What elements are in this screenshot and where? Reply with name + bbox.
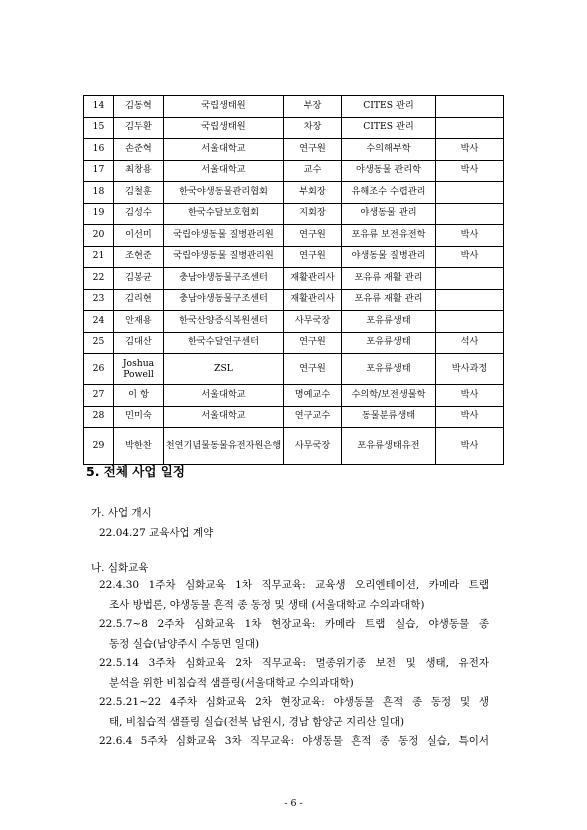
cell-org: 서울대학교 xyxy=(164,406,284,428)
cell-degree xyxy=(436,182,504,204)
cell-org: 국립야생동물 질병관리원 xyxy=(164,225,284,247)
cell-org: 서울대학교 xyxy=(164,139,284,161)
cell-no: 19 xyxy=(84,203,114,225)
cell-name: 김대산 xyxy=(114,332,164,354)
cell-name: 민미숙 xyxy=(114,406,164,428)
cell-title: 명예교수 xyxy=(284,385,342,407)
schedule-item-1-line-1: 22.4.30 1주차 심화교육 1차 직무교육: 교육생 오리엔테이션, 카메라 트랩 xyxy=(99,579,489,591)
cell-field: 수의해부학 xyxy=(342,139,436,161)
cell-no: 24 xyxy=(84,311,114,333)
cell-org: 국립생태원 xyxy=(164,96,284,118)
cell-field: 유해조수 수렵관리 xyxy=(342,182,436,204)
cell-field: 동물분류생태 xyxy=(342,406,436,428)
cell-no: 18 xyxy=(84,182,114,204)
cell-degree: 박사 xyxy=(436,160,504,182)
cell-degree: 박사과정 xyxy=(436,354,504,385)
cell-name: 김두환 xyxy=(114,117,164,139)
cell-degree xyxy=(436,311,504,333)
cell-field: 수의학/보전생물학 xyxy=(342,385,436,407)
cell-org: 서울대학교 xyxy=(164,160,284,182)
cell-field: CITES 관리 xyxy=(342,117,436,139)
cell-degree: 박사 xyxy=(436,385,504,407)
cell-title: 재활관리사 xyxy=(284,268,342,290)
table-row xyxy=(84,203,504,225)
cell-title: 차장 xyxy=(284,117,342,139)
cell-no: 15 xyxy=(84,117,114,139)
cell-org: ZSL xyxy=(164,354,284,385)
cell-name: 이 항 xyxy=(114,385,164,407)
cell-no: 16 xyxy=(84,139,114,161)
cell-field: 야생동물 관리학 xyxy=(342,160,436,182)
cell-degree: 박사 xyxy=(436,225,504,247)
table-row xyxy=(84,354,504,385)
cell-title: 사무국장 xyxy=(284,428,342,465)
cell-name: 조현준 xyxy=(114,246,164,268)
cell-no: 26 xyxy=(84,354,114,385)
table-row xyxy=(84,332,504,354)
cell-title: 지회장 xyxy=(284,203,342,225)
cell-title: 연구원 xyxy=(284,354,342,385)
schedule-item-4-line-2: 태, 비침습적 샘플링 실습(전북 남원시, 경남 함양군 지리산 일대) xyxy=(109,715,405,728)
cell-field: 포유류생태유전 xyxy=(342,428,436,465)
cell-name: Joshua Powell xyxy=(114,354,164,385)
cell-name: 이선미 xyxy=(114,225,164,247)
cell-org: 국립생태원 xyxy=(164,117,284,139)
schedule-list xyxy=(99,576,489,752)
schedule-item-1-line-2: 조사 방법론, 야생동물 흔적 종 동정 및 생태 (서울대학교 수의과대학) xyxy=(109,598,425,611)
cell-title: 연구원 xyxy=(284,139,342,161)
cell-org: 서울대학교 xyxy=(164,385,284,407)
table-row xyxy=(84,385,504,407)
cell-name: 김리현 xyxy=(114,289,164,311)
cell-org: 한국산양증식복원센터 xyxy=(164,311,284,333)
table-row xyxy=(84,406,504,428)
cell-degree xyxy=(436,289,504,311)
cell-no: 27 xyxy=(84,385,114,407)
table-row xyxy=(84,311,504,333)
cell-field: 포유류생태 xyxy=(342,354,436,385)
cell-no: 17 xyxy=(84,160,114,182)
cell-org: 충남야생동물구조센터 xyxy=(164,289,284,311)
cell-degree xyxy=(436,96,504,118)
cell-name: 김성수 xyxy=(114,203,164,225)
cell-degree: 박사 xyxy=(436,246,504,268)
cell-field: 야생동물 관리 xyxy=(342,203,436,225)
section-title: 5. 전체 사업 일정 xyxy=(86,464,185,479)
cell-org: 한국수달연구센터 xyxy=(164,332,284,354)
cell-no: 23 xyxy=(84,289,114,311)
members-table xyxy=(83,95,504,465)
table-row xyxy=(84,96,504,118)
table-row xyxy=(84,246,504,268)
cell-org: 충남야생동물구조센터 xyxy=(164,268,284,290)
cell-field: 포유류 재활 관리 xyxy=(342,289,436,311)
cell-org: 한국야생동물관리협회 xyxy=(164,182,284,204)
cell-no: 25 xyxy=(84,332,114,354)
table-row xyxy=(84,117,504,139)
cell-degree: 박사 xyxy=(436,139,504,161)
schedule-item-5-line-1: 22.6.4 5주차 심화교육 3차 직무교육: 야생동물 흔적 종 동정 실습, 특이서 xyxy=(99,735,489,747)
table-row xyxy=(84,289,504,311)
table-row xyxy=(84,182,504,204)
cell-no: 28 xyxy=(84,406,114,428)
cell-title: 연구교수 xyxy=(284,406,342,428)
cell-name: 손준혁 xyxy=(114,139,164,161)
cell-no: 14 xyxy=(84,96,114,118)
cell-name: 최창용 xyxy=(114,160,164,182)
cell-no: 29 xyxy=(84,428,114,465)
cell-degree: 석사 xyxy=(436,332,504,354)
subsection-heading-na: 나. 심화교육 xyxy=(91,562,149,574)
cell-title: 연구원 xyxy=(284,225,342,247)
schedule-item-2-line-1: 22.5.7~8 2주차 심화교육 1차 현장교육: 카메라 트랩 실습, 야생동물 종 xyxy=(99,618,489,630)
schedule-item-4-line-1: 22.5.21~22 4주차 심화교육 2차 현장교육: 야생동물 흔적 종 동정 및 생 xyxy=(99,696,489,708)
schedule-item-3-line-2: 분석을 위한 비침습적 샘플링(서울대학교 수의과대학) xyxy=(109,676,354,689)
cell-title: 재활관리사 xyxy=(284,289,342,311)
table-row xyxy=(84,139,504,161)
contract-line: 22.04.27 교육사업 계약 xyxy=(99,527,214,539)
cell-field: CITES 관리 xyxy=(342,96,436,118)
cell-name: 박한찬 xyxy=(114,428,164,465)
schedule-item-3-line-1: 22.5.14 3주차 심화교육 2차 직무교육: 멸종위기종 보전 및 생태, 유전자 xyxy=(99,657,489,669)
cell-name: 김봉균 xyxy=(114,268,164,290)
subsection-heading-ga: 가. 사업 개시 xyxy=(91,507,152,519)
cell-no: 20 xyxy=(84,225,114,247)
cell-org: 한국수달보호협회 xyxy=(164,203,284,225)
cell-name: 김동혁 xyxy=(114,96,164,118)
cell-degree: 박사 xyxy=(436,406,504,428)
cell-degree xyxy=(436,117,504,139)
cell-field: 포유류생태 xyxy=(342,311,436,333)
cell-org: 국립야생동물 질병관리원 xyxy=(164,246,284,268)
table-row xyxy=(84,225,504,247)
cell-title: 연구원 xyxy=(284,246,342,268)
cell-no: 21 xyxy=(84,246,114,268)
cell-name: 김철훈 xyxy=(114,182,164,204)
cell-field: 포유류생태 xyxy=(342,332,436,354)
members-table-body xyxy=(84,96,504,465)
cell-title: 교수 xyxy=(284,160,342,182)
cell-field: 야생동물 질병관리 xyxy=(342,246,436,268)
cell-name: 안재용 xyxy=(114,311,164,333)
cell-org: 천연기념물동물유전자원은행 xyxy=(164,428,284,465)
table-row xyxy=(84,268,504,290)
cell-degree xyxy=(436,268,504,290)
cell-no: 22 xyxy=(84,268,114,290)
table-row xyxy=(84,428,504,465)
table-row xyxy=(84,160,504,182)
cell-title: 부회장 xyxy=(284,182,342,204)
cell-degree xyxy=(436,203,504,225)
cell-title: 사무국장 xyxy=(284,311,342,333)
schedule-item-2-line-2: 동정 실습(남양주시 수동면 일대) xyxy=(109,637,260,650)
cell-field: 포유류 재활 관리 xyxy=(342,268,436,290)
cell-field: 포유류 보전유전학 xyxy=(342,225,436,247)
cell-degree: 박사 xyxy=(436,428,504,465)
page-number: - 6 - xyxy=(284,798,303,809)
cell-title: 연구원 xyxy=(284,332,342,354)
cell-title: 부장 xyxy=(284,96,342,118)
